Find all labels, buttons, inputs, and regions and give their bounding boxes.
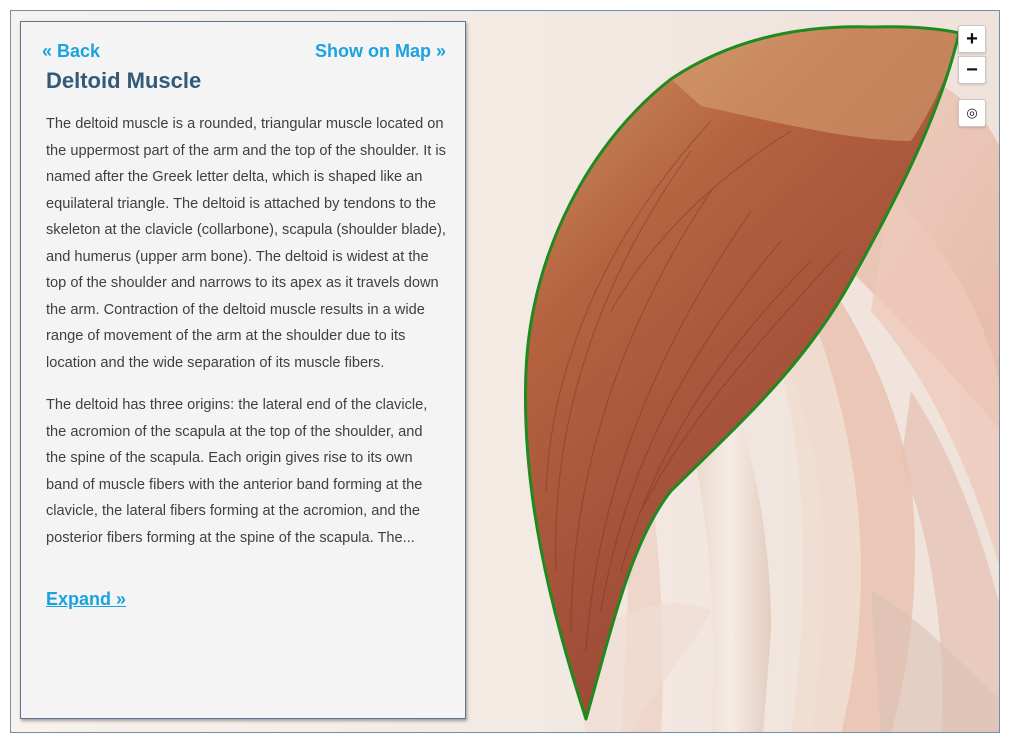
plus-icon: + xyxy=(966,27,978,50)
zoom-out-button[interactable] xyxy=(958,56,986,84)
viewer-frame xyxy=(10,10,1000,733)
zoom-in-button[interactable] xyxy=(958,25,986,53)
back-link[interactable]: « Back xyxy=(42,41,101,61)
expand-link[interactable]: Expand » xyxy=(46,589,127,609)
target-icon: ◎ xyxy=(966,105,978,120)
reset-view-button[interactable] xyxy=(958,99,986,127)
description-paragraph: The deltoid has three origins: the lateral end of the clavicle, the acromion of the scapula at the top of the shoulder, and the spine of the scapula. Each origin gives rise to its own band of muscle fibers with the anterior band forming at the clavicle, the lateral fibers forming at the acromion, and the posterior fibers forming at the spine of the scapula. The... xyxy=(46,397,428,546)
minus-icon: − xyxy=(966,58,978,81)
show-on-map-link[interactable]: Show on Map » xyxy=(314,41,446,61)
description-paragraph: The deltoid muscle is a rounded, triangular muscle located on the uppermost part of the arm and the top of the shoulder. It is named after the Greek letter delta, which is shaped like an equilateral triangle. The deltoid is attached by tendons to the skeleton at the clavicle (collarbone), scapula (shoulder blade), and humerus (upper arm bone). The deltoid is widest at the top of the shoulder and narrows to its apex as it travels down the arm. Contraction of the deltoid muscle results in a wide range of movement of the arm at the shoulder due to its location and the wide separation of its muscle fibers. xyxy=(46,116,446,371)
info-panel xyxy=(20,21,466,719)
description xyxy=(46,111,446,567)
page-title: Deltoid Muscle xyxy=(46,68,202,93)
